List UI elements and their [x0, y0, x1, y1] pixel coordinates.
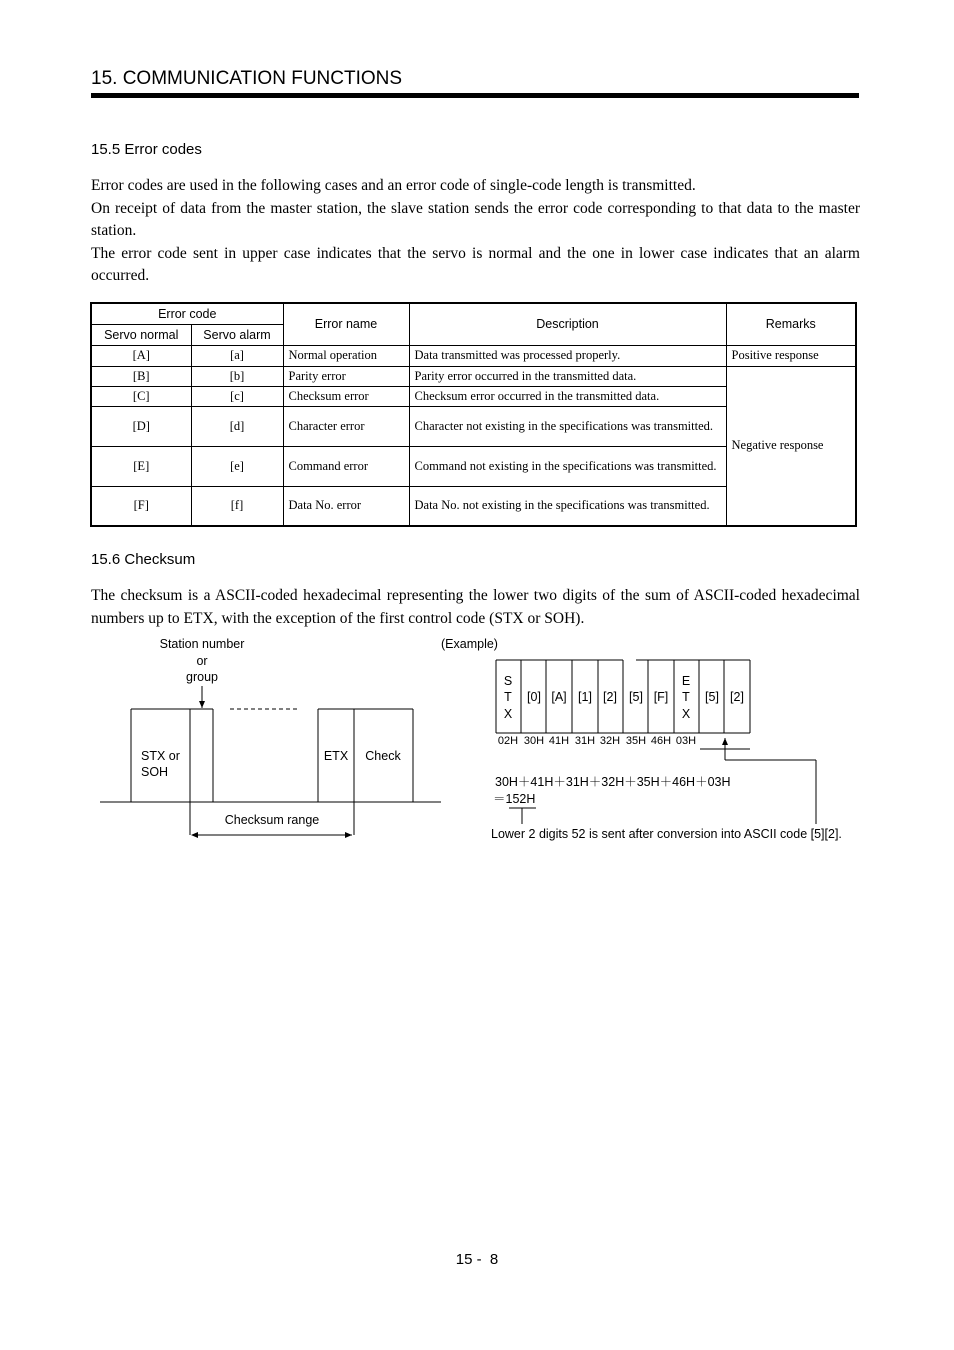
cell-description: Command not existing in the specifications was transmitted.	[409, 446, 726, 486]
cell-description: Checksum error occurred in the transmitted data.	[409, 386, 726, 406]
header-rule	[91, 93, 859, 98]
error-code-table	[90, 302, 857, 527]
cell-servo-alarm: [a]	[191, 345, 283, 366]
stx-label: STX or	[141, 749, 180, 763]
cell-servo-normal: [B]	[91, 366, 191, 386]
cell-description: Character not existing in the specifications was transmitted.	[409, 406, 726, 446]
page-number: 15 - 8	[455, 1251, 499, 1268]
cell-remarks-positive: Positive response	[726, 345, 856, 366]
data-cell: [5]	[705, 690, 719, 704]
cell-remarks-negative: Negative response	[726, 366, 856, 526]
hex-value: 41H	[548, 735, 570, 747]
data-cell: [2]	[603, 690, 617, 704]
cell-servo-alarm: [c]	[191, 386, 283, 406]
cell-servo-alarm: [f]	[191, 486, 283, 526]
sum-expression: 30H＋41H＋31H＋32H＋35H＋46H＋03H	[495, 775, 731, 789]
etx-label: ETX	[323, 749, 349, 763]
cell-description: Parity error occurred in the transmitted data.	[409, 366, 726, 386]
data-cell: [2]	[730, 690, 744, 704]
etx-letter: X	[681, 707, 691, 721]
header-servo-alarm: Servo alarm	[191, 324, 283, 345]
sum-result: ＝152H	[493, 792, 536, 806]
table-row	[91, 345, 856, 366]
cell-servo-alarm: [b]	[191, 366, 283, 386]
paragraph: Error codes are used in the following cases and an error code of single-code length is transmitted.	[91, 177, 696, 194]
cell-error-name: Data No. error	[283, 486, 409, 526]
etx-letter: E	[681, 674, 691, 688]
stx-letter: S	[503, 674, 513, 688]
data-cell: [1]	[578, 690, 592, 704]
cell-servo-normal: [D]	[91, 406, 191, 446]
cell-servo-alarm: [d]	[191, 406, 283, 446]
header-error-name: Error name	[283, 303, 409, 345]
etx-letter: T	[682, 690, 690, 704]
hex-value: 31H	[574, 735, 596, 747]
cell-description: Data No. not existing in the specifications was transmitted.	[409, 486, 726, 526]
hex-value: 35H	[625, 735, 647, 747]
header-description: Description	[409, 303, 726, 345]
cell-servo-normal: [C]	[91, 386, 191, 406]
check-label: Check	[365, 749, 401, 763]
station-or-label: or	[196, 654, 208, 668]
example-diagram	[441, 637, 842, 841]
cell-error-name: Normal operation	[283, 345, 409, 366]
data-cell: [F]	[653, 690, 669, 704]
checksum-diagram	[0, 630, 954, 860]
paragraph: On receipt of data from the master station, the slave station sends the error code corresponding to that data to the master station.	[91, 199, 860, 239]
header-remarks: Remarks	[726, 303, 856, 345]
checksum-range-label: Checksum range	[224, 813, 320, 827]
section-heading-error-codes: 15.5 Error codes	[91, 141, 202, 158]
frame-diagram	[100, 637, 441, 835]
station-group-label: group	[186, 670, 218, 684]
cell-servo-normal: [A]	[91, 345, 191, 366]
data-cell: [A]	[551, 690, 567, 704]
cell-servo-normal: [E]	[91, 446, 191, 486]
cell-error-name: Command error	[283, 446, 409, 486]
header-servo-normal: Servo normal	[91, 324, 191, 345]
conversion-note: Lower 2 digits 52 is sent after conversion into ASCII code [5][2].	[491, 827, 842, 841]
cell-description: Data transmitted was processed properly.	[409, 345, 726, 366]
cell-error-name: Checksum error	[283, 386, 409, 406]
checksum-paragraph: The checksum is a ASCII-coded hexadecimal representing the lower two digits of the sum of ASCII-coded hexadecimal numbers up to ETX, with the exception of the first control code (STX or SOH).	[91, 587, 860, 627]
station-number-label: Station number	[159, 637, 245, 651]
cell-servo-alarm: [e]	[191, 446, 283, 486]
table-row	[91, 366, 856, 386]
example-label: (Example)	[441, 637, 498, 651]
hex-value: 46H	[650, 735, 672, 747]
hex-value: 02H	[497, 735, 519, 747]
data-cell: [5]	[629, 690, 643, 704]
hex-value: 32H	[599, 735, 621, 747]
cell-error-name: Parity error	[283, 366, 409, 386]
data-cell: [0]	[527, 690, 541, 704]
hex-value: 30H	[523, 735, 545, 747]
stx-letter: T	[504, 690, 512, 704]
cell-error-name: Character error	[283, 406, 409, 446]
soh-label: SOH	[141, 765, 169, 779]
section-heading-checksum: 15.6 Checksum	[91, 551, 196, 568]
cell-servo-normal: [F]	[91, 486, 191, 526]
paragraph: The error code sent in upper case indicates that the servo is normal and the one in lower case indicates that an alarm occurred.	[91, 244, 860, 284]
header-error-code: Error code	[91, 303, 283, 324]
hex-value: 03H	[675, 735, 697, 747]
chapter-title: 15. COMMUNICATION FUNCTIONS	[91, 68, 403, 89]
error-codes-intro	[91, 175, 860, 288]
stx-letter: X	[503, 707, 513, 721]
